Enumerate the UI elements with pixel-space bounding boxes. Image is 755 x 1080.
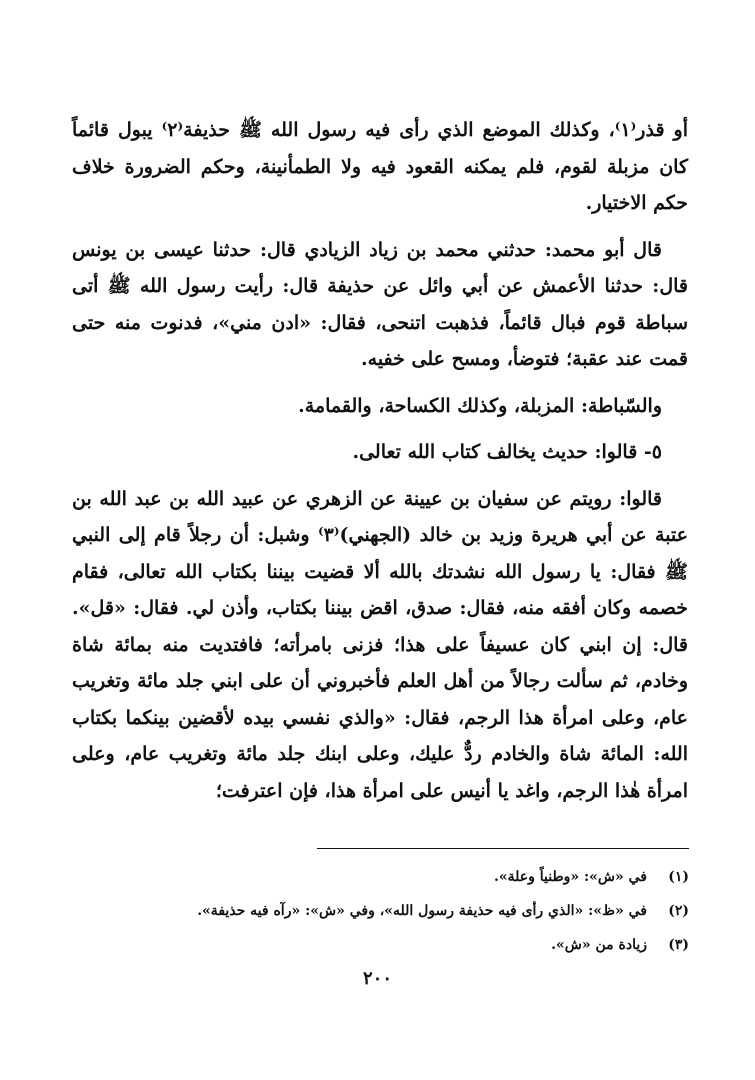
footnote-number: (٢) bbox=[668, 903, 689, 919]
footnote-text: في «ش»: «وطنياً وعلة». bbox=[494, 869, 647, 885]
section-heading: ٥- قالوا: حديث يخالف كتاب الله تعالى. bbox=[352, 441, 662, 463]
footnotes bbox=[129, 860, 689, 962]
footnote-number: (١) bbox=[668, 869, 689, 885]
main-text bbox=[72, 112, 688, 809]
paragraph-objection: قالوا: رويتم عن سفيان بن عيينة عن الزهري عن عبيد الله بن عبد الله بن عتبة عن أبي هريرة وزيد بن خالد (الجهني)⁽٣⁾ وشبل: أن رجلاً قام إلى النبي ﷺ فقال: يا رسول الله نشدتك بالله ألا قضيت بيننا بكتاب الله تعالى، فقام خصمه وكان أفقه منه، فقال: صدق، اقض بيننا بكتاب، وأذن لي. فقال: «قل». قال: إن ابني كان عسيفاً على هذا؛ فزنى بامرأته؛ فافتديت منه بمائة شاة وخادم، ثم سألت رجالاً من أهل العلم فأخبروني أن على ابني جلد مائة وتغريب عام، وعلى امرأة هذا الرجم، فقال: «والذي نفسي بيده لأقضين بينكما بكتاب الله: المائة شاة والخادم ردٌّ عليك، وعلى ابنك جلد مائة وتغريب عام، وعلى امرأة هٰذا الرجم، واغد يا أنيس على امرأة هذا، فإن اعترفت؛ bbox=[72, 487, 689, 802]
footnote-number: (٣) bbox=[668, 937, 689, 953]
paragraph-continuation: أو قذر⁽١⁾، وكذلك الموضع الذي رأى فيه رسول الله ﷺ حذيفة⁽٢⁾ يبول قائماً كان مزبلة لقوم، فلم يمكنه القعود فيه ولا الطمأنينة، وحكم الضرورة خلاف حكم الاختيار. bbox=[72, 119, 688, 214]
footnote-text: في «ظ»: «الذي رأى فيه حذيفة رسول الله»، وفي «ش»: «رآه فيه حذيفة». bbox=[197, 903, 647, 919]
footnote-item bbox=[129, 928, 689, 962]
footnote-divider bbox=[317, 848, 689, 849]
footnote-item bbox=[129, 860, 689, 894]
paragraph-definition: والسّباطة: المزبلة، وكذلك الكساحة، والقمامة. bbox=[298, 394, 662, 417]
paragraph-hadith-narration: قال أبو محمد: حدثني محمد بن زياد الزيادي قال: حدثنا عيسى بن يونس قال: حدثنا الأعمش عن أبي وائل عن حذيفة قال: رأيت رسول الله ﷺ أتى سباطة قوم فبال قائماً، فذهبت اتنحى، فقال: «ادن مني»، فدنوت منه حتى قمت عند عقبة؛ فتوضأ، ومسح على خفيه. bbox=[72, 238, 688, 370]
page-number: ٢٠٠ bbox=[362, 968, 392, 989]
footnote-text: زيادة من «ش». bbox=[551, 937, 647, 953]
footnote-item bbox=[129, 894, 689, 928]
